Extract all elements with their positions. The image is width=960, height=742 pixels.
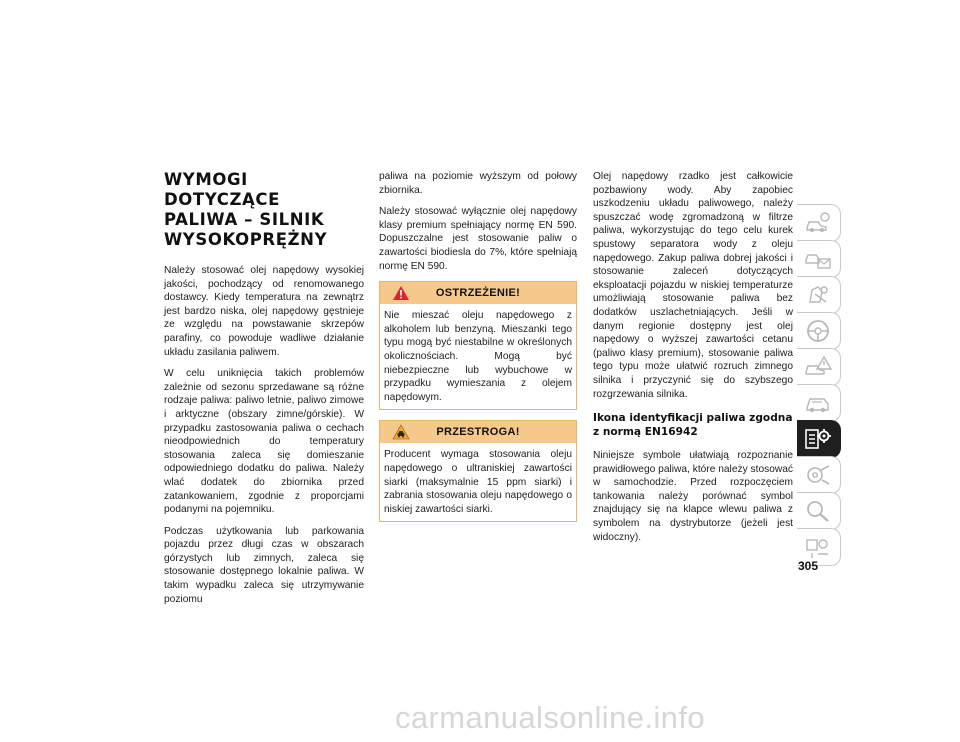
paragraph: Niniejsze symbole ułatwiają rozpoznanie prawidłowego paliwa, które należy stosować w samochodzie. Przed rozpoczęciem tankowania należy porównać symbol znajdujący się na klapce wlewu paliwa z symbolem na dystrybutorze (jeżeli jest widoczny).	[593, 450, 793, 543]
paragraph: W celu uniknięcia takich problemów zależnie od sezonu sprzedawane są różne rodzaje paliwa: paliwo letnie, paliwo zimowe i arktyczne (obszary zimne/górskie). W przypadku zastosowania paliwa o cechach nieodpowiednich do temperatury stosowania zaleca się domieszanie odpowiedniego dodatku do paliwa. Należy wlać dodatek do zbiornika przed zatankowaniem, zgodnie z proporcjami podanymi na pojemniku.	[164, 368, 364, 516]
steering-wheel-icon	[804, 318, 832, 344]
column-3	[593, 170, 793, 552]
paragraph: Należy stosować olej napędowy wysokiej jakości, pochodzący od renomowanego dostawcy. Kiedy temperatura na zewnątrz jest bardzo niska, olej napędowy gęstnieje ze względu na powstawanie skrzepów parafiny, co powoduje wadliwe działanie układu zasilania paliwem.	[164, 265, 364, 358]
paragraph: Należy stosować wyłącznie olej napędowy klasy premium spełniający normę EN 590. Dopuszczalne jest stosowanie paliw o zawartości biodiesla do 7%, które spełniają normę EN 590.	[379, 206, 577, 272]
warning-text: Nie mieszać oleju napędowego z alkoholem lub benzyną. Mieszanki tego typu mogą być niestabilne w określonych okolicznościach. Mogą być niebezpieczne lub wybuchowe w przypadku wymieszania z olejem napędowym.	[384, 310, 572, 403]
paragraph: paliwa na poziomie wyższym od połowy zbiornika.	[379, 171, 577, 196]
multimedia-icon	[804, 534, 832, 560]
paragraph: Podczas użytkowania lub parkowania pojazdu przez długi czas w obszarach górzystych lub zimnych, zaleca się stosowanie dostępnego lokalnie paliwa. W takim wypadku zaleca się utrzymywanie poziomu	[164, 525, 364, 605]
gear-service-icon	[804, 426, 832, 452]
warning-header	[380, 282, 576, 304]
column-1	[164, 170, 364, 614]
section-title	[164, 170, 364, 250]
chapter-side-nav	[793, 204, 843, 568]
warning-label: OSTRZEŻENIE!	[435, 287, 521, 300]
caution-text: Producent wymaga stosowania oleju napędowego o ultraniskiej zawartości siarki (maksymalnie 15 ppm siarki) i zabrania stosowania oleju napędowego o niskiej zawartości siarki.	[384, 449, 572, 515]
watermark: carmanualsonline.info	[395, 700, 705, 735]
title-line-2: PALIWA – SILNIK	[164, 210, 325, 229]
caution-box	[379, 420, 577, 522]
caution-car-icon	[392, 424, 410, 440]
nav-tab-car-side[interactable]	[797, 384, 841, 422]
paragraph: Olej napędowy rzadko jest całkowicie pozbawiony wody. Aby zapobiec uszkodzeniu układu paliwowego, należy spuszczać wodę zgromadzoną w filtrze paliwa, wykorzystując do tego celu kurek spustowy separatora wody z oleju napędowego. Zakup paliwa dobrej jakości i stosowanie zaleceń dotyczących eksploatacji pojazdu w niskiej temperaturze umożliwiają stosowanie paliwa bez dodatków uszlachetniających. Jeśli w danym regionie dostępny jest olej napędowy o wyższej zawartości cetanu (paliwo klasy premium), stosowanie paliwa tego typu może ułatwić rozruch zimnego silnika i przyczynić się do szybszego rozgrzewania silnika.	[593, 171, 793, 400]
caution-header	[380, 421, 576, 443]
page-number: 305	[798, 559, 819, 573]
warning-triangle-icon	[392, 285, 410, 301]
magnifier-icon	[804, 498, 832, 524]
warning-box	[379, 281, 577, 410]
nav-tab-car-controls[interactable]	[797, 276, 841, 314]
car-info-icon	[804, 210, 832, 236]
nav-tab-technical-specs[interactable]	[797, 420, 841, 458]
nav-tab-index[interactable]	[797, 492, 841, 530]
nav-tab-car-info[interactable]	[797, 204, 841, 242]
car-controls-icon	[804, 282, 832, 308]
car-side-icon	[804, 390, 832, 416]
nav-tab-service[interactable]	[797, 456, 841, 494]
car-mail-icon	[804, 246, 832, 272]
title-line-1: WYMOGI DOTYCZĄCE	[164, 170, 280, 209]
column-2	[379, 170, 577, 532]
nav-tab-car-warning[interactable]	[797, 348, 841, 386]
car-warning-icon	[804, 354, 832, 380]
caution-label: PRZESTROGA!	[436, 426, 520, 439]
nav-tab-steering[interactable]	[797, 312, 841, 350]
nav-tab-car-mail[interactable]	[797, 240, 841, 278]
title-line-3: WYSOKOPRĘŻNY	[164, 230, 328, 249]
service-tools-icon	[804, 462, 832, 488]
fuel-icon-subheading: Ikona identyfikacji paliwa zgodna z normą EN16942	[593, 412, 793, 439]
